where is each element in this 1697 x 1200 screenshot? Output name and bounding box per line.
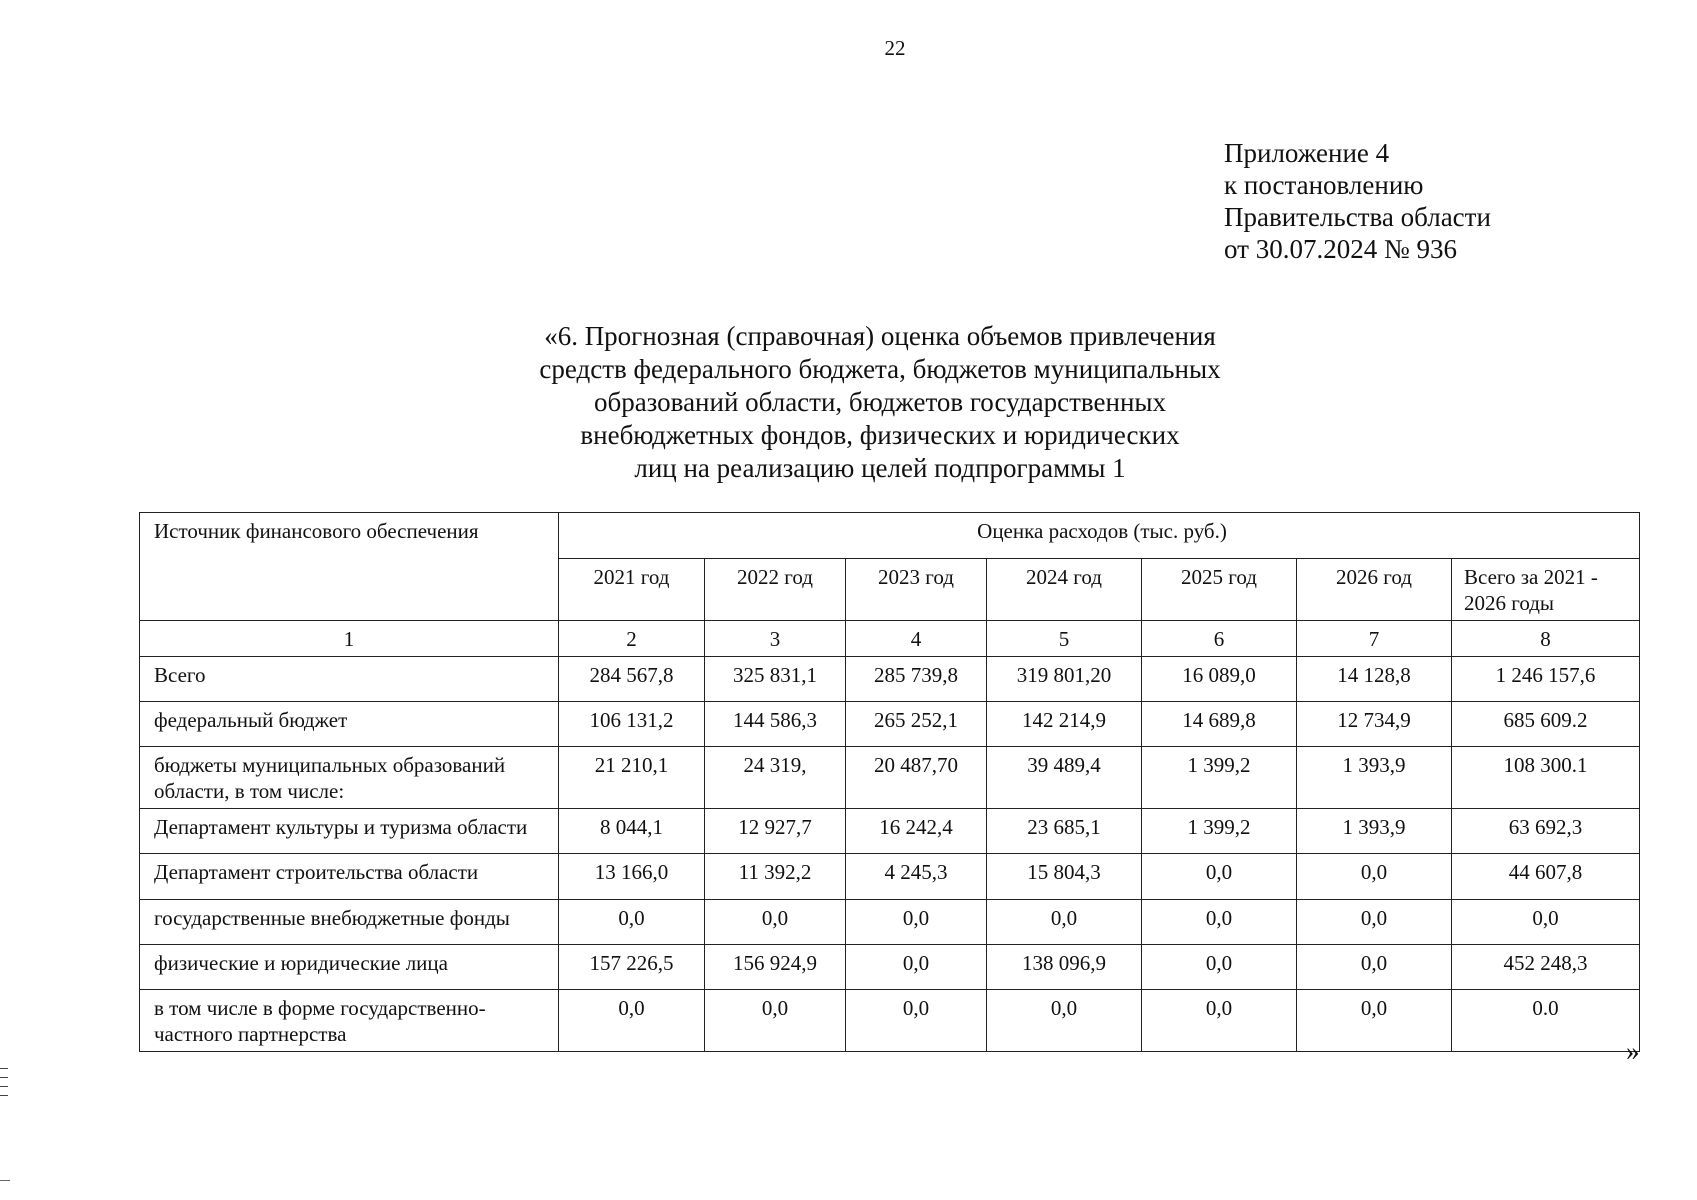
header-row <box>140 513 1640 559</box>
table-cell: 106 131,2 <box>559 702 705 747</box>
table-row <box>140 657 1640 702</box>
estimate-header: Оценка расходов (тыс. руб.) <box>559 513 1640 559</box>
table-cell: 1 246 157,6 <box>1452 657 1640 702</box>
title-line: внебюджетных фондов, физических и юридических <box>580 420 1180 450</box>
row-label: федеральный бюджет <box>140 702 559 747</box>
column-number: 5 <box>987 621 1142 657</box>
financing-table <box>139 512 1640 1052</box>
table-cell: 14 128,8 <box>1297 657 1452 702</box>
column-number: 3 <box>705 621 846 657</box>
column-number: 4 <box>846 621 987 657</box>
table-cell: 0,0 <box>1297 900 1452 945</box>
title-line: средств федерального бюджета, бюджетов муниципальных <box>539 354 1221 384</box>
year-header: 2023 год <box>846 559 987 621</box>
table-cell: 265 252,1 <box>846 702 987 747</box>
table-cell: 39 489,4 <box>987 747 1142 809</box>
appendix-line: от 30.07.2024 № 936 <box>1224 234 1457 264</box>
table-cell: 0,0 <box>1142 900 1297 945</box>
table-cell: 1 393,9 <box>1297 809 1452 854</box>
column-number: 6 <box>1142 621 1297 657</box>
table-cell: 44 607,8 <box>1452 854 1640 900</box>
table-cell: 0,0 <box>559 900 705 945</box>
table-row <box>140 945 1640 990</box>
table-cell: 1 393,9 <box>1297 747 1452 809</box>
table-cell: 138 096,9 <box>987 945 1142 990</box>
table-cell: 685 609.2 <box>1452 702 1640 747</box>
table-cell: 0,0 <box>1142 945 1297 990</box>
appendix-line: Приложение 4 <box>1224 138 1390 168</box>
total-header: Всего за 2021 - 2026 годы <box>1452 559 1640 621</box>
table-row <box>140 747 1640 809</box>
column-number-row <box>140 621 1640 657</box>
row-label: физические и юридические лица <box>140 945 559 990</box>
table-cell: 1 399,2 <box>1142 809 1297 854</box>
table-cell: 0,0 <box>1297 854 1452 900</box>
table-cell: 16 242,4 <box>846 809 987 854</box>
table-cell: 8 044,1 <box>559 809 705 854</box>
section-title <box>480 320 1280 485</box>
title-line: «6. Прогнозная (справочная) оценка объемов привлечения <box>544 321 1216 351</box>
column-number: 1 <box>140 621 559 657</box>
page-number: 22 <box>884 36 906 60</box>
table-cell: 23 685,1 <box>987 809 1142 854</box>
title-line: лиц на реализацию целей подпрограммы 1 <box>634 453 1126 483</box>
table-cell: 4 245,3 <box>846 854 987 900</box>
table-cell: 0,0 <box>1297 990 1452 1052</box>
appendix-block <box>1224 137 1491 265</box>
table-cell: 0,0 <box>846 945 987 990</box>
table-cell: 142 214,9 <box>987 702 1142 747</box>
column-number: 7 <box>1297 621 1452 657</box>
table-cell: 0,0 <box>1297 945 1452 990</box>
year-header: 2025 год <box>1142 559 1297 621</box>
table-row <box>140 990 1640 1052</box>
table-cell: 156 924,9 <box>705 945 846 990</box>
table-cell: 13 166,0 <box>559 854 705 900</box>
source-header: Источник финансового обеспечения <box>140 513 559 621</box>
table-cell: 20 487,70 <box>846 747 987 809</box>
table-cell: 12 734,9 <box>1297 702 1452 747</box>
scan-margin-marks <box>0 1068 10 1104</box>
table-row <box>140 900 1640 945</box>
table-cell: 0,0 <box>987 990 1142 1052</box>
table-cell: 0,0 <box>1452 900 1640 945</box>
table-cell: 0,0 <box>705 900 846 945</box>
table-cell: 452 248,3 <box>1452 945 1640 990</box>
table-cell: 14 689,8 <box>1142 702 1297 747</box>
row-label: бюджеты муниципальных образований области, в том числе: <box>140 747 559 809</box>
table-cell: 0,0 <box>705 990 846 1052</box>
year-header: 2022 год <box>705 559 846 621</box>
table-cell: 108 300.1 <box>1452 747 1640 809</box>
table-cell: 325 831,1 <box>705 657 846 702</box>
row-label: Департамент культуры и туризма области <box>140 809 559 854</box>
table-cell: 12 927,7 <box>705 809 846 854</box>
table-row <box>140 702 1640 747</box>
row-label: государственные внебюджетные фонды <box>140 900 559 945</box>
table-cell: 24 319, <box>705 747 846 809</box>
row-label: Всего <box>140 657 559 702</box>
table-cell: 0,0 <box>987 900 1142 945</box>
appendix-line: Правительства области <box>1224 202 1491 232</box>
column-number: 8 <box>1452 621 1640 657</box>
table-cell: 0,0 <box>559 990 705 1052</box>
row-label: в том числе в форме государственно-частного партнерства <box>140 990 559 1052</box>
row-label: Департамент строительства области <box>140 854 559 900</box>
table-cell: 0.0 <box>1452 990 1640 1052</box>
table-cell: 21 210,1 <box>559 747 705 809</box>
table-cell: 16 089,0 <box>1142 657 1297 702</box>
table-cell: 284 567,8 <box>559 657 705 702</box>
table-cell: 319 801,20 <box>987 657 1142 702</box>
table-cell: 0,0 <box>846 990 987 1052</box>
year-header: 2021 год <box>559 559 705 621</box>
table-cell: 285 739,8 <box>846 657 987 702</box>
year-header: 2026 год <box>1297 559 1452 621</box>
title-line: образований области, бюджетов государственных <box>593 387 1167 417</box>
table-cell: 157 226,5 <box>559 945 705 990</box>
table-cell: 1 399,2 <box>1142 747 1297 809</box>
table-cell: 0,0 <box>846 900 987 945</box>
scan-margin-mark <box>0 1180 10 1181</box>
table-cell: 63 692,3 <box>1452 809 1640 854</box>
column-number: 2 <box>559 621 705 657</box>
table-cell: 0,0 <box>1142 854 1297 900</box>
year-header: 2024 год <box>987 559 1142 621</box>
table-cell: 144 586,3 <box>705 702 846 747</box>
table-cell: 11 392,2 <box>705 854 846 900</box>
table-row <box>140 809 1640 854</box>
table-cell: 0,0 <box>1142 990 1297 1052</box>
table-cell: 15 804,3 <box>987 854 1142 900</box>
table-row <box>140 854 1640 900</box>
appendix-line: к постановлению <box>1224 170 1424 200</box>
closing-quote: » <box>1626 1036 1640 1066</box>
